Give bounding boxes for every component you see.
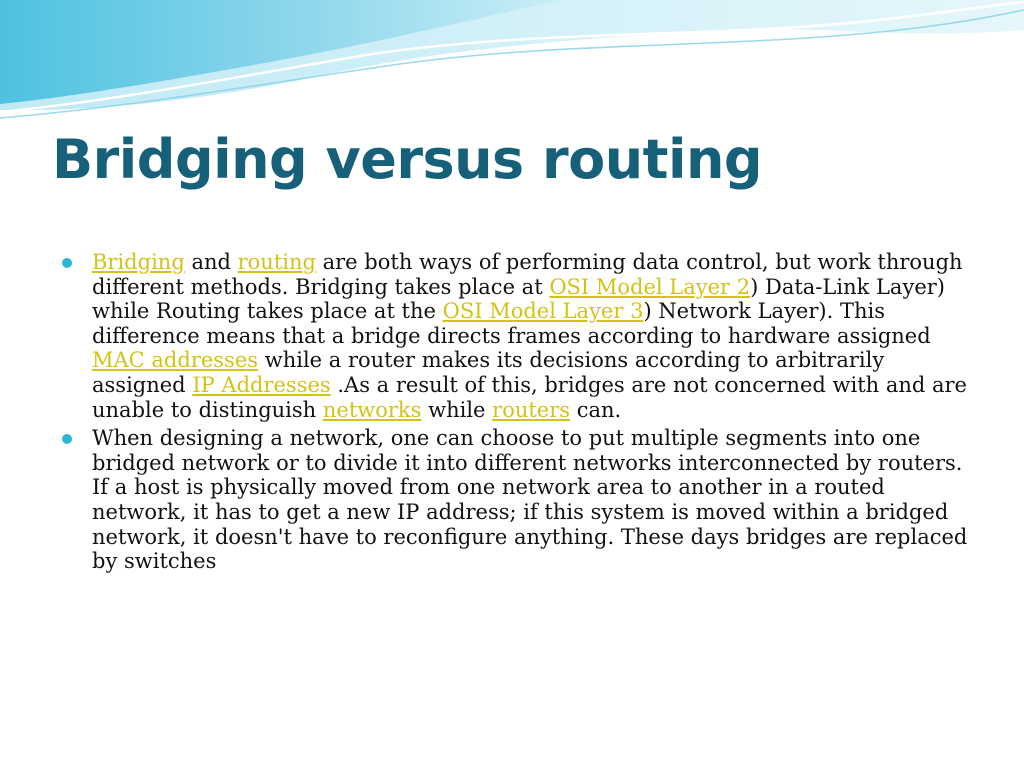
bullet-text: are both ways of performing data control, but work through different methods. Bridging takes place at	[92, 250, 963, 299]
hyperlink-routing[interactable]: routing	[237, 250, 316, 274]
bullet-text: .As a result of this, bridges are not concerned with and are unable to distinguish	[92, 372, 967, 422]
hyperlink-osi-model-layer-3[interactable]: OSI Model Layer 3	[442, 299, 644, 324]
bullet-list	[62, 250, 972, 574]
hyperlink-osi-model-layer-2[interactable]: OSI Model Layer 2	[549, 274, 751, 299]
bullet-text: can.	[570, 397, 622, 422]
slide-body	[62, 250, 972, 578]
bullet-text: ) Data-Link Layer) while Routing takes place at the	[92, 274, 945, 324]
decorative-wave-header	[0, 0, 1024, 125]
bullet-text: while a router makes its decisions according to arbitrarily assigned	[92, 348, 885, 397]
hyperlink-ip-addresses[interactable]: IP Addresses	[192, 372, 331, 397]
bullet-text: while	[421, 397, 493, 422]
bullet-item	[62, 426, 972, 574]
bullet-dot-icon	[62, 258, 72, 268]
slide-title: Bridging versus routing	[52, 128, 763, 191]
hyperlink-mac-addresses[interactable]: MAC addresses	[92, 348, 259, 373]
hyperlink-routers[interactable]: routers	[492, 397, 571, 422]
bullet-text: and	[184, 250, 238, 274]
bullet-dot-icon	[62, 434, 72, 444]
hyperlink-bridging[interactable]: Bridging	[92, 250, 185, 274]
hyperlink-networks[interactable]: networks	[322, 397, 422, 422]
bullet-item	[62, 250, 972, 422]
bullet-text: ) Network Layer). This difference means that a bridge directs frames according to hardware assigned	[92, 299, 931, 348]
bullet-text: When designing a network, one can choose to put multiple segments into one bridged network or to divide it into different networks interconnected by routers. If a host is physically moved from one network area to another in a routed network, it has to get a new IP address; if this system is moved within a bridged network, it doesn't have to reconfigure anything. These days bridges are replaced by switches	[92, 426, 968, 574]
